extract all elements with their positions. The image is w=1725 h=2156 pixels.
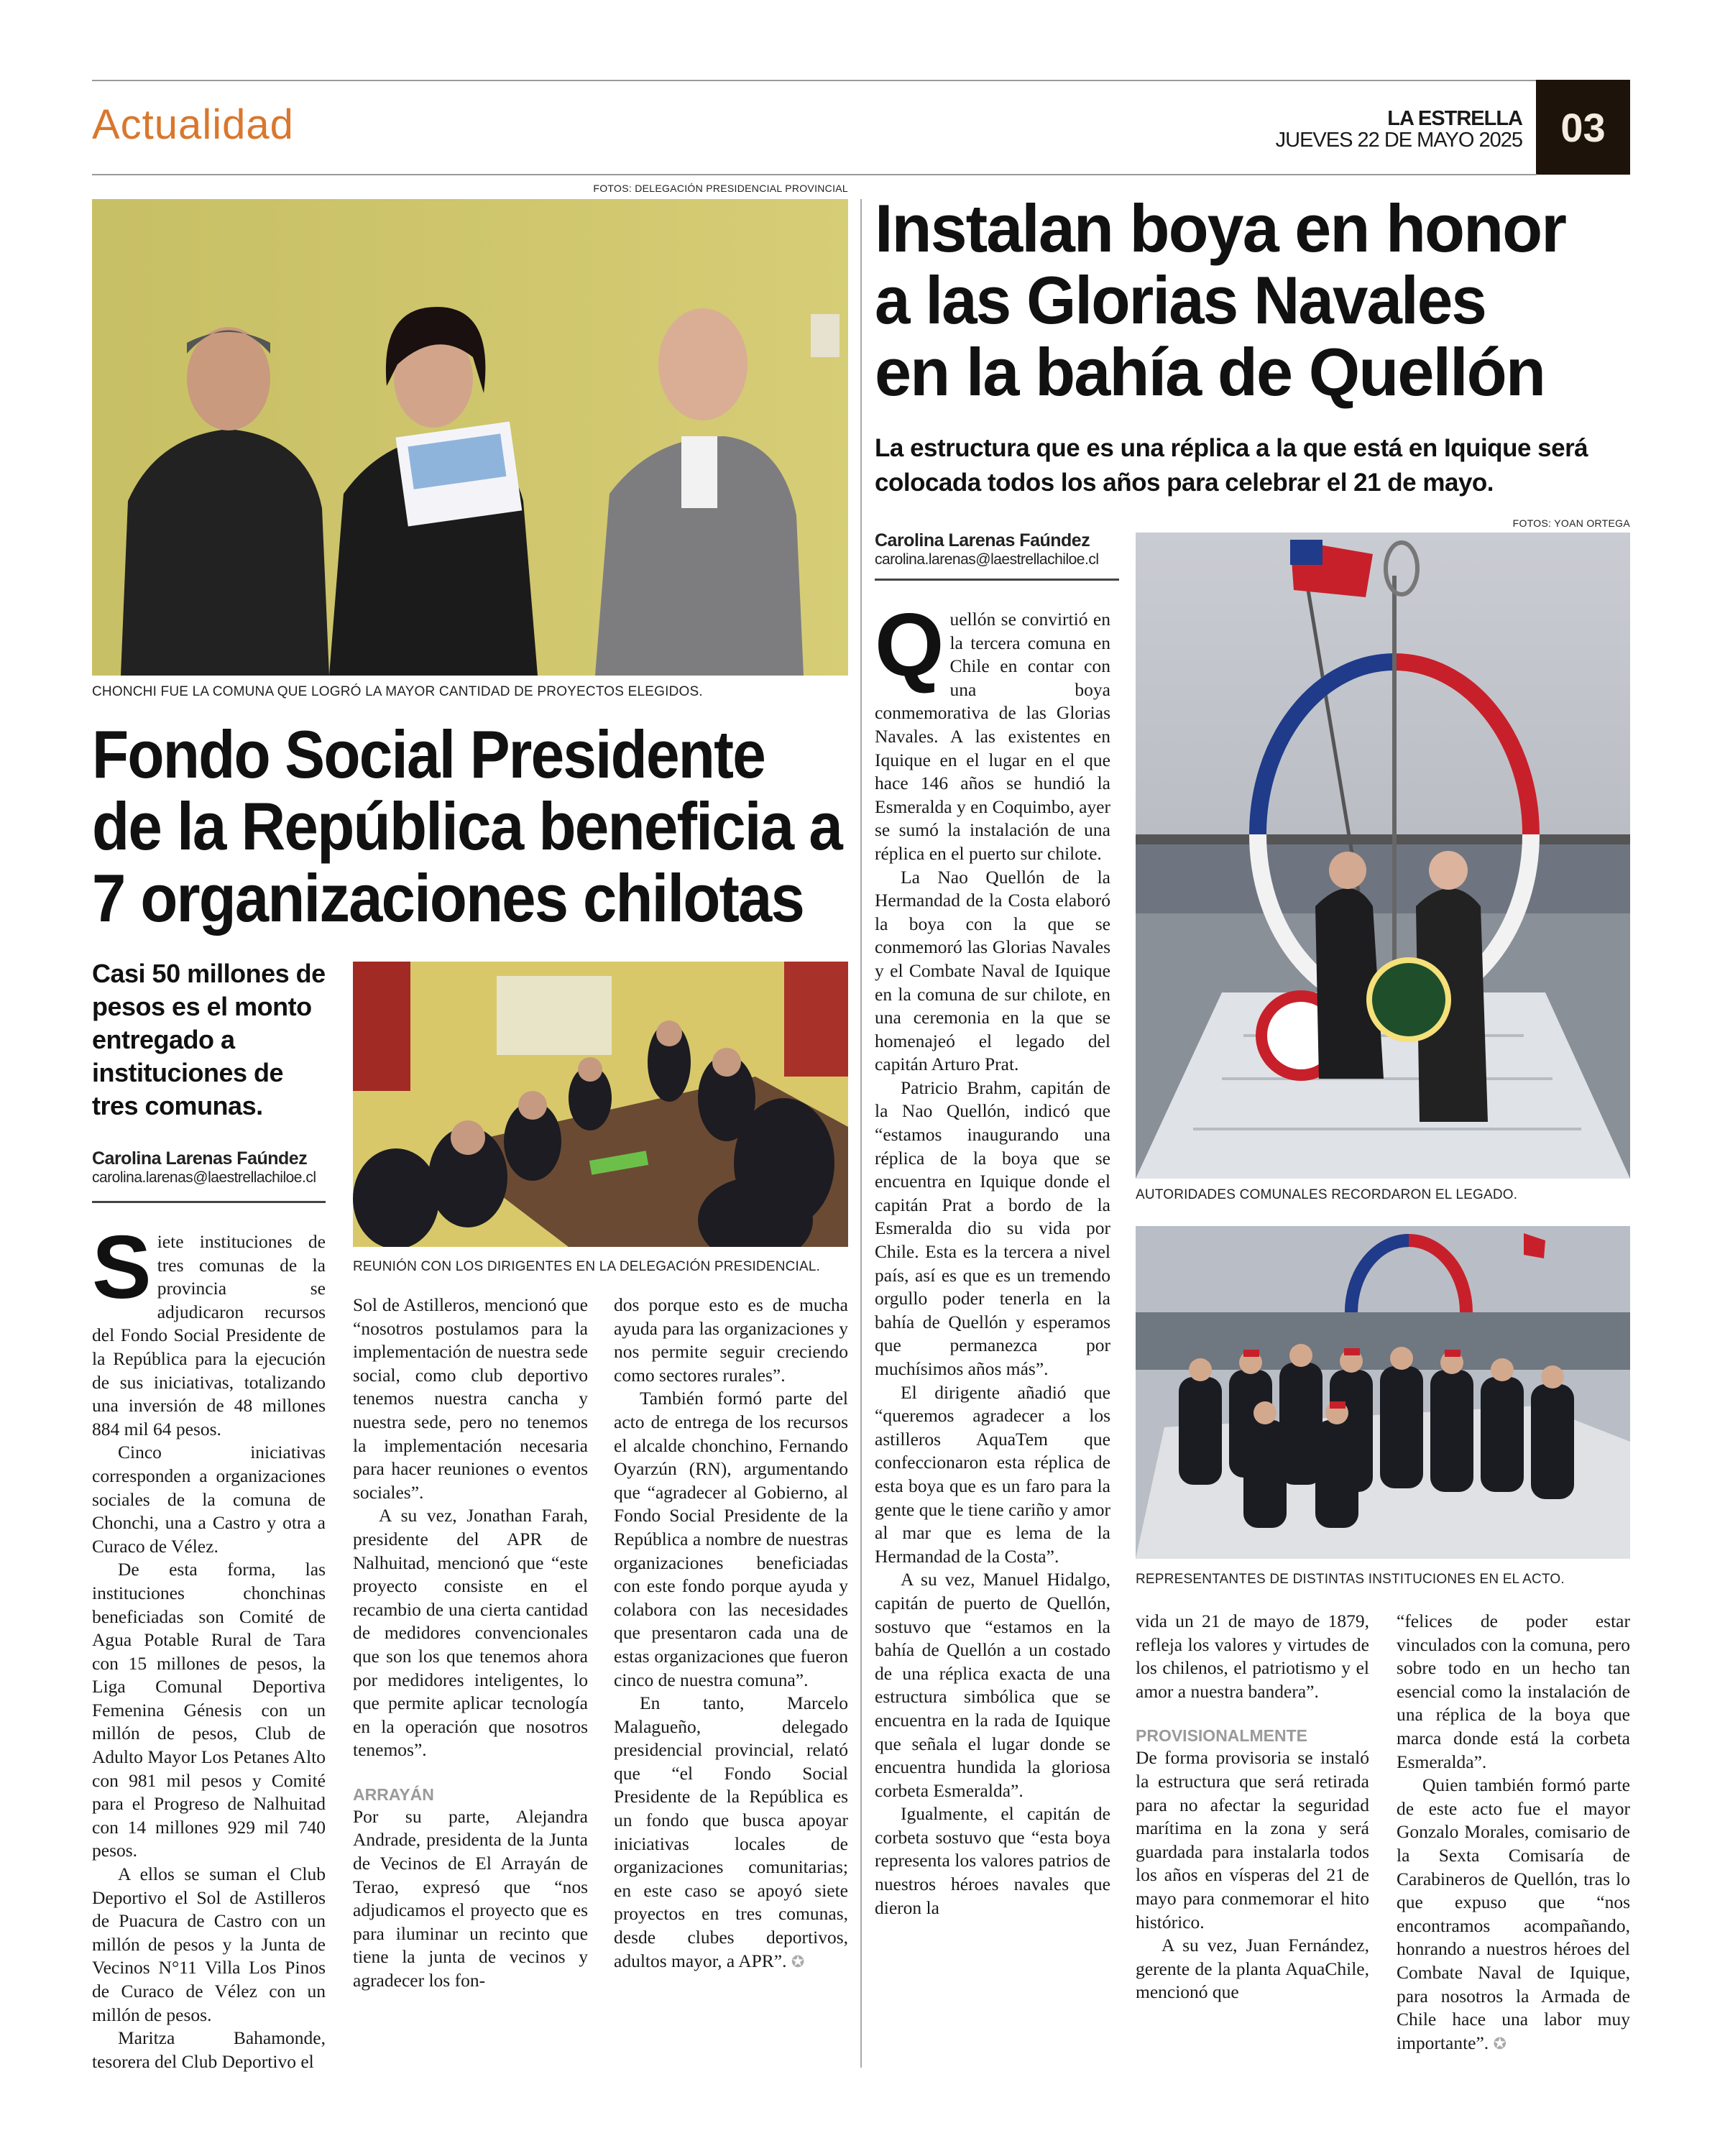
photo-meeting bbox=[353, 962, 848, 1247]
author-email[interactable]: carolina.larenas@laestrellachiloe.cl bbox=[875, 551, 1099, 568]
page-number: 03 bbox=[1536, 80, 1630, 175]
paragraph: A su vez, Juan Fernández, gerente de la planta AquaChile, mencionó que bbox=[1136, 1935, 1369, 2003]
paragraph: A su vez, Jonathan Farah, presidente del APR de Nalhuitad, mencionó que “este proyecto consiste en el recambio de una cierta cantidad de medidores convencionales que son los que tenemos ahora por medidores inteligentes, lo que permite aplicar tecnología en la operación que nosotros tenemos”. bbox=[353, 1505, 588, 1761]
paragraph: vida un 21 de mayo de 1879, refleja los valores y virtudes de los chilenos, el patriotismo y el amor a nuestra bandera”. bbox=[1136, 1611, 1369, 1702]
byline-rule bbox=[92, 1201, 326, 1203]
paragraph: A su vez, Manuel Hidalgo, capitán de puerto de Quellón, sostuvo que “estamos en la bahía de Quellón a un costado de una réplica exacta de una estructura simbólica que se encuentra en la rada de Iquique que señala el lugar donde se encuentra hundida la gloriosa corbeta Esmeralda”. bbox=[875, 1569, 1110, 1801]
paragraph: dos porque esto es de mucha ayuda para las organizaciones y nos permite seguir creciendo como sectores rurales”. bbox=[614, 1294, 848, 1386]
photo-award-ceremony bbox=[92, 199, 848, 676]
headline bbox=[92, 719, 917, 934]
section-title: Actualidad bbox=[92, 101, 294, 148]
headline-line: de la República beneficia a bbox=[92, 788, 842, 864]
paragraph: Cinco iniciativas corresponden a organizaciones sociales de la comuna de Chonchi, una a Castro y otra a Curaco de Vélez. bbox=[92, 1442, 326, 1557]
paragraph-text: uellón se convirtió en la tercera comuna en Chile en contar con una boya conmemorativa de las Glorias Navales. A las existentes en Iquique en el lugar en el que hace 146 años se hundió la Esmeralda y en Coquimbo, ayer se sumó la instalación de una réplica en el puerto sur chilote. bbox=[875, 609, 1110, 864]
paragraph: De forma provisoria se instaló la estructura que será retirada para no afectar la seguridad marítima en la zona y será guardada para instalarla todos los años en vísperas del 21 de mayo para conmemorar el hito histórico. bbox=[1136, 1747, 1369, 1932]
photo-caption: CHONCHI FUE LA COMUNA QUE LOGRÓ LA MAYOR CANTIDAD DE PROYECTOS ELEGIDOS. bbox=[92, 684, 703, 699]
headline-line: Instalan boya en honor bbox=[875, 190, 1565, 266]
end-mark-icon: ✪ bbox=[791, 1952, 805, 1971]
paragraph: El dirigente añadió que “queremos agradecer a los astilleros AquaTem que confeccionaron esta réplica de esta boya que es un faro para la gente que le tiene cariño y amor al mar que es lema de la Hermandad de la Costa”. bbox=[875, 1381, 1110, 1567]
masthead bbox=[1276, 108, 1522, 151]
column-divider bbox=[860, 199, 862, 2068]
paragraph-text: Quien también formó parte de este acto fue el mayor Gonzalo Morales, comisario de la Sexta Comisaría de Carabineros de Quellón, tras lo que expuso que “nos encontramos acompañando, honrando a nuestros héroes del Combate Naval de Iquique, para nosotros la Armada de Chile hace una labor muy importante”. bbox=[1397, 1774, 1630, 2053]
byline bbox=[875, 530, 1119, 568]
paragraph-text: En tanto, Marcelo Malagueño, delegado presidencial provincial, relató que “el Fondo Social Presidente de la República es un fondo que busca apoyar iniciativas locales de organizaciones comunitarias; en este caso se apoyó siete proyectos en tres comunas, desde clubes deportivos, adultos mayor, a APR”. bbox=[614, 1692, 848, 1971]
subheading: ARRAYÁN bbox=[353, 1784, 434, 1804]
subheading: PROVISIONALMENTE bbox=[1136, 1726, 1307, 1746]
paragraph: Igualmente, el capitán de corbeta sostuvo que “esta boya representa los valores patrios de nuestros héroes navales que dieron la bbox=[875, 1803, 1110, 1918]
paragraph: Por su parte, Alejandra Andrade, presidenta de la Junta de Vecinos de El Arrayán de Terao, expresó que “nos adjudicamos el proyecto que es para iluminar un recinto que tiene la junta de vecinos y agradecer los fon- bbox=[353, 1805, 588, 1991]
end-mark-icon: ✪ bbox=[1493, 2034, 1506, 2053]
paragraph: A ellos se suman el Club Deportivo el Sol de Astilleros de Puacura de Castro con un millón de pesos y la Junta de Vecinos N°11 Villa Los Pinos de Curaco de Vélez con un millón de pesos. bbox=[92, 1864, 326, 2025]
article-column bbox=[1397, 1610, 1630, 2055]
article-column bbox=[92, 1218, 326, 2073]
top-rule bbox=[92, 80, 1537, 81]
photo-credit: FOTOS: DELEGACIÓN PRESIDENCIAL PROVINCIAL bbox=[593, 183, 848, 194]
headline bbox=[875, 190, 1583, 410]
paragraph bbox=[92, 1218, 326, 1441]
paragraph bbox=[1397, 1774, 1630, 2055]
headline-line: 7 organizaciones chilotas bbox=[92, 860, 804, 936]
photo-group bbox=[1136, 1226, 1630, 1559]
author-name: Carolina Larenas Faúndez bbox=[875, 530, 1090, 550]
paragraph: “felices de poder estar vinculados con la comuna, pero sobre todo en un hecho tan esencial como la instalación de una réplica de la boya que marca donde está la corbeta Esmeralda”. bbox=[1397, 1611, 1630, 1772]
header-rule bbox=[92, 174, 1537, 175]
paragraph-text: iete instituciones de tres comunas de la provincia se adjudicaron recursos del Fondo Social Presidente de la República para la ejecución de sus iniciativas, totalizando una inversión de 48 millones 884 mil 64 pesos. bbox=[92, 1231, 326, 1439]
byline-rule bbox=[875, 579, 1119, 581]
photo-credit: FOTOS: YOAN ORTEGA bbox=[1512, 517, 1630, 529]
author-name: Carolina Larenas Faúndez bbox=[92, 1148, 308, 1169]
headline-line: Fondo Social Presidente bbox=[92, 717, 765, 792]
photo-buoy bbox=[1136, 533, 1630, 1179]
byline bbox=[92, 1148, 329, 1187]
newspaper-name: LA ESTRELLA bbox=[1387, 107, 1522, 130]
deck: La estructura que es una réplica a la que está en Iquique será colocada todos los años para celebrar el 21 de mayo. bbox=[875, 434, 1588, 497]
author-email[interactable]: carolina.larenas@laestrellachiloe.cl bbox=[92, 1169, 316, 1186]
paragraph: También formó parte del acto de entrega de los recursos el alcalde chonchino, Fernando Oyarzún (RN), argumentando que “agradecer al Gobierno, al Fondo Social Presidente de la República a nombre de nuestras organizaciones beneficiadas con este fondo porque ayuda y colabora con las necesidades que presentaron cada una de estas organizaciones que fueron cinco de nuestra comuna”. bbox=[614, 1388, 848, 1690]
paragraph: De esta forma, las instituciones chonchinas beneficiadas son Comité de Agua Potable Rural de Tara con 15 millones de pesos, la Liga Comunal Deportiva Femenina Génesis con un millón de pesos, Club de Adulto Mayor Los Petanes Alto con 981 mil pesos y Comité para el Progreso de Nalhuitad con 14 millones 929 mil 740 pesos. bbox=[92, 1559, 326, 1861]
drop-cap: Q bbox=[875, 596, 944, 695]
article-column bbox=[1136, 1610, 1369, 2004]
article-column bbox=[353, 1294, 588, 1993]
paragraph: Patricio Brahm, capitán de la Nao Quellón, indicó que “estamos inaugurando una réplica de la boya que se encuentra en Iquique donde el capitán Prat a bordo de la Esmeralda dio su vida por Chile. Esta es la tercera a nivel país, así es que es un tremendo orgullo poder tenerla en la bahía de Quellón y esperamos que permanezca por muchísimos años más”. bbox=[875, 1077, 1110, 1379]
photo-caption: AUTORIDADES COMUNALES RECORDARON EL LEGADO. bbox=[1136, 1187, 1518, 1202]
paragraph: Maritza Bahamonde, tesorera del Club Deportivo el bbox=[92, 2027, 326, 2072]
paragraph bbox=[614, 1692, 848, 1973]
headline-line: a las Glorias Navales bbox=[875, 262, 1486, 338]
deck: Casi 50 millones de pesos es el monto entregado a instituciones de tres comunas. bbox=[92, 959, 326, 1120]
paragraph: Sol de Astilleros, mencionó que “nosotros postulamos para la implementación de nuestra sede social, como club deportivo tenemos nuestra cancha y nuestra sede, pero no tenemos la implementación necesaria para hacer reuniones o eventos sociales”. bbox=[353, 1294, 588, 1503]
issue-date: JUEVES 22 DE MAYO 2025 bbox=[1275, 129, 1522, 152]
paragraph: La Nao Quellón de la Hermandad de la Costa elaboró la boya con la que se conmemoró las Glorias Navales y el Combate Naval de Iquique en la comuna de sur chilote, en una ceremonia en la que se homenajeó el legado del capitán Arturo Prat. bbox=[875, 866, 1110, 1075]
article-column bbox=[614, 1294, 848, 1973]
paragraph bbox=[875, 596, 1110, 866]
photo-caption: REPRESENTANTES DE DISTINTAS INSTITUCIONES EN EL ACTO. bbox=[1136, 1572, 1565, 1587]
article-column bbox=[875, 596, 1110, 1920]
headline-line: en la bahía de Quellón bbox=[875, 334, 1545, 410]
drop-cap: S bbox=[92, 1218, 152, 1317]
photo-caption: REUNIÓN CON LOS DIRIGENTES EN LA DELEGACIÓN PRESIDENCIAL. bbox=[353, 1259, 821, 1274]
